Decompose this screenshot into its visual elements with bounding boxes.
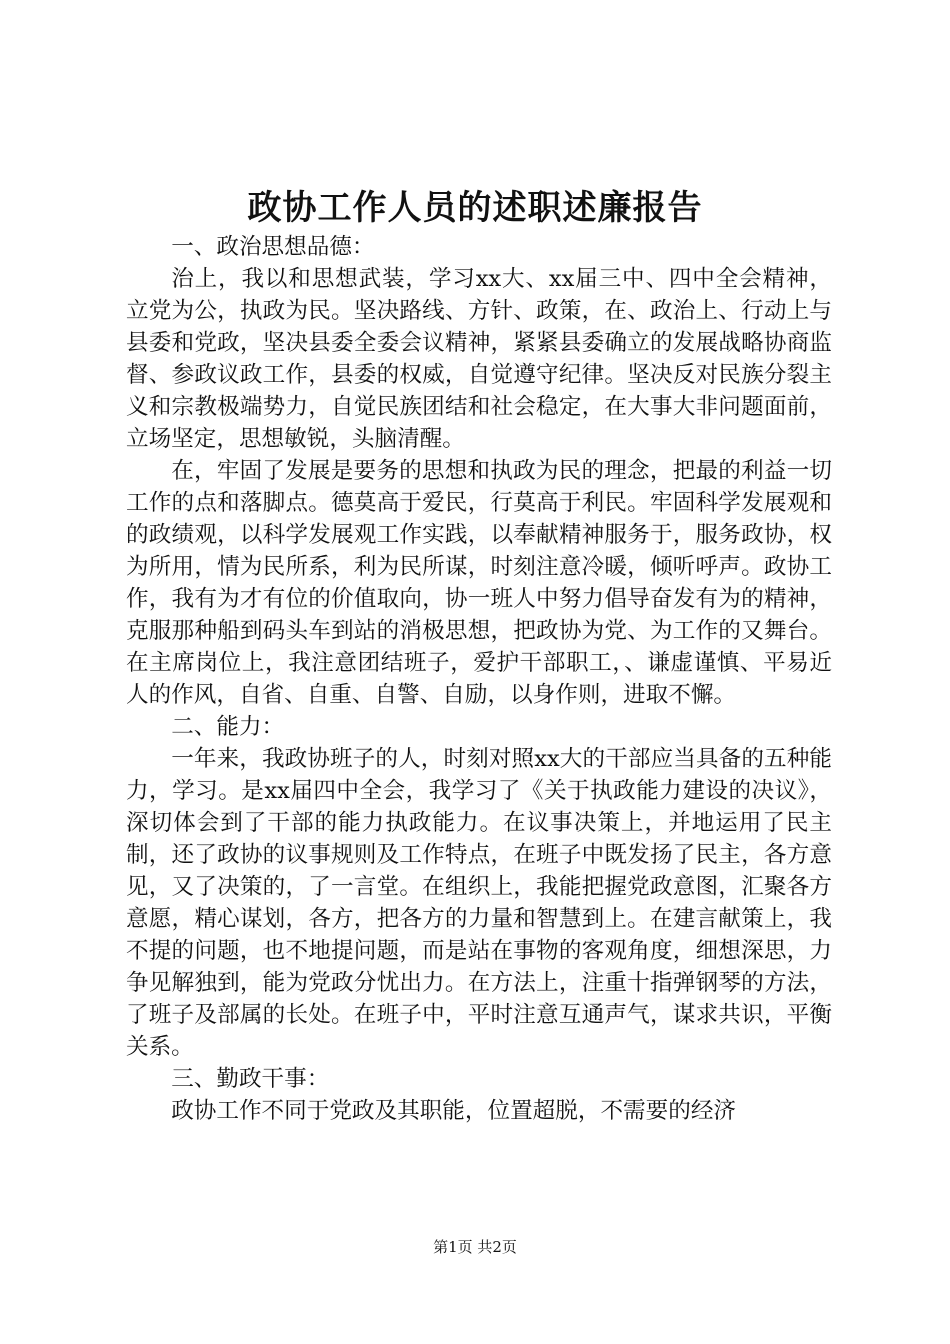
body-paragraph: 一年来，我政协班子的人，时刻对照xx大的干部应当具备的五种能力，学习。是xx届四中全会，我学习了《关于执政能力建设的决议》，深切体会到了干部的能力执政能力。在议事决策上，并地运用了民主制，还了政协的议事规则及工作特点，在班子中既发扬了民主，各方意见，又了决策的，了一言堂。在组织上，我能把握党政意图，汇聚各方意愿，精心谋划，各方，把各方的力量和智慧到上。在建言献策上，我不提的问题，也不地提问题，而是站在事物的客观角度，细想深思，力争见解独到，能为党政分忧出力。在方法上，注重十指弹钢琴的方法，了班子及部属的长处。在班子中，平时注意互通声气，谋求共识，平衡关系。 bbox=[126, 746, 832, 1060]
page-footer: 第1页 共2页 bbox=[433, 1238, 517, 1256]
section-heading-political: 一、政治思想品德： bbox=[171, 234, 375, 260]
body-paragraph: 政协工作不同于党政及其职能，位置超脱，不需要的经济 bbox=[171, 1098, 737, 1124]
document-title: 政协工作人员的述职述廉报告 bbox=[247, 188, 703, 228]
document-body bbox=[126, 231, 832, 1127]
section-heading-diligence: 三、勤政干事： bbox=[171, 1066, 330, 1092]
section-heading-ability: 二、能力： bbox=[171, 714, 285, 740]
body-paragraph: 治上，我以和思想武装，学习xx大、xx届三中、四中全会精神，立党为公，执政为民。坚决路线、方针、政策，在、政治上、行动上与县委和党政，坚决县委全委会议精神，紧紧县委确立的发展战略协商监督、参政议政工作，县委的权威，自觉遵守纪律。坚决反对民族分裂主义和宗教极端势力，自觉民族团结和社会稳定，在大事大非问题面前，立场坚定，思想敏锐，头脑清醒。 bbox=[126, 266, 832, 452]
body-paragraph: 在，牢固了发展是要务的思想和执政为民的理念，把最的利益一切工作的点和落脚点。德莫高于爱民，行莫高于利民。牢固科学发展观和的政绩观，以科学发展观工作实践，以奉献精神服务于，服务政协，权为所用，情为民所系，利为民所谋，时刻注意冷暖，倾听呼声。政协工作，我有为才有位的价值取向，协一班人中努力倡导奋发有为的精神，克服那种船到码头车到站的消极思想，把政协为党、为工作的又舞台。在主席岗位上，我注意团结班子，爱护干部职工，、谦虚谨慎、平易近人的作风，自省、自重、自警、自励，以身作则，进取不懈。 bbox=[126, 458, 832, 708]
